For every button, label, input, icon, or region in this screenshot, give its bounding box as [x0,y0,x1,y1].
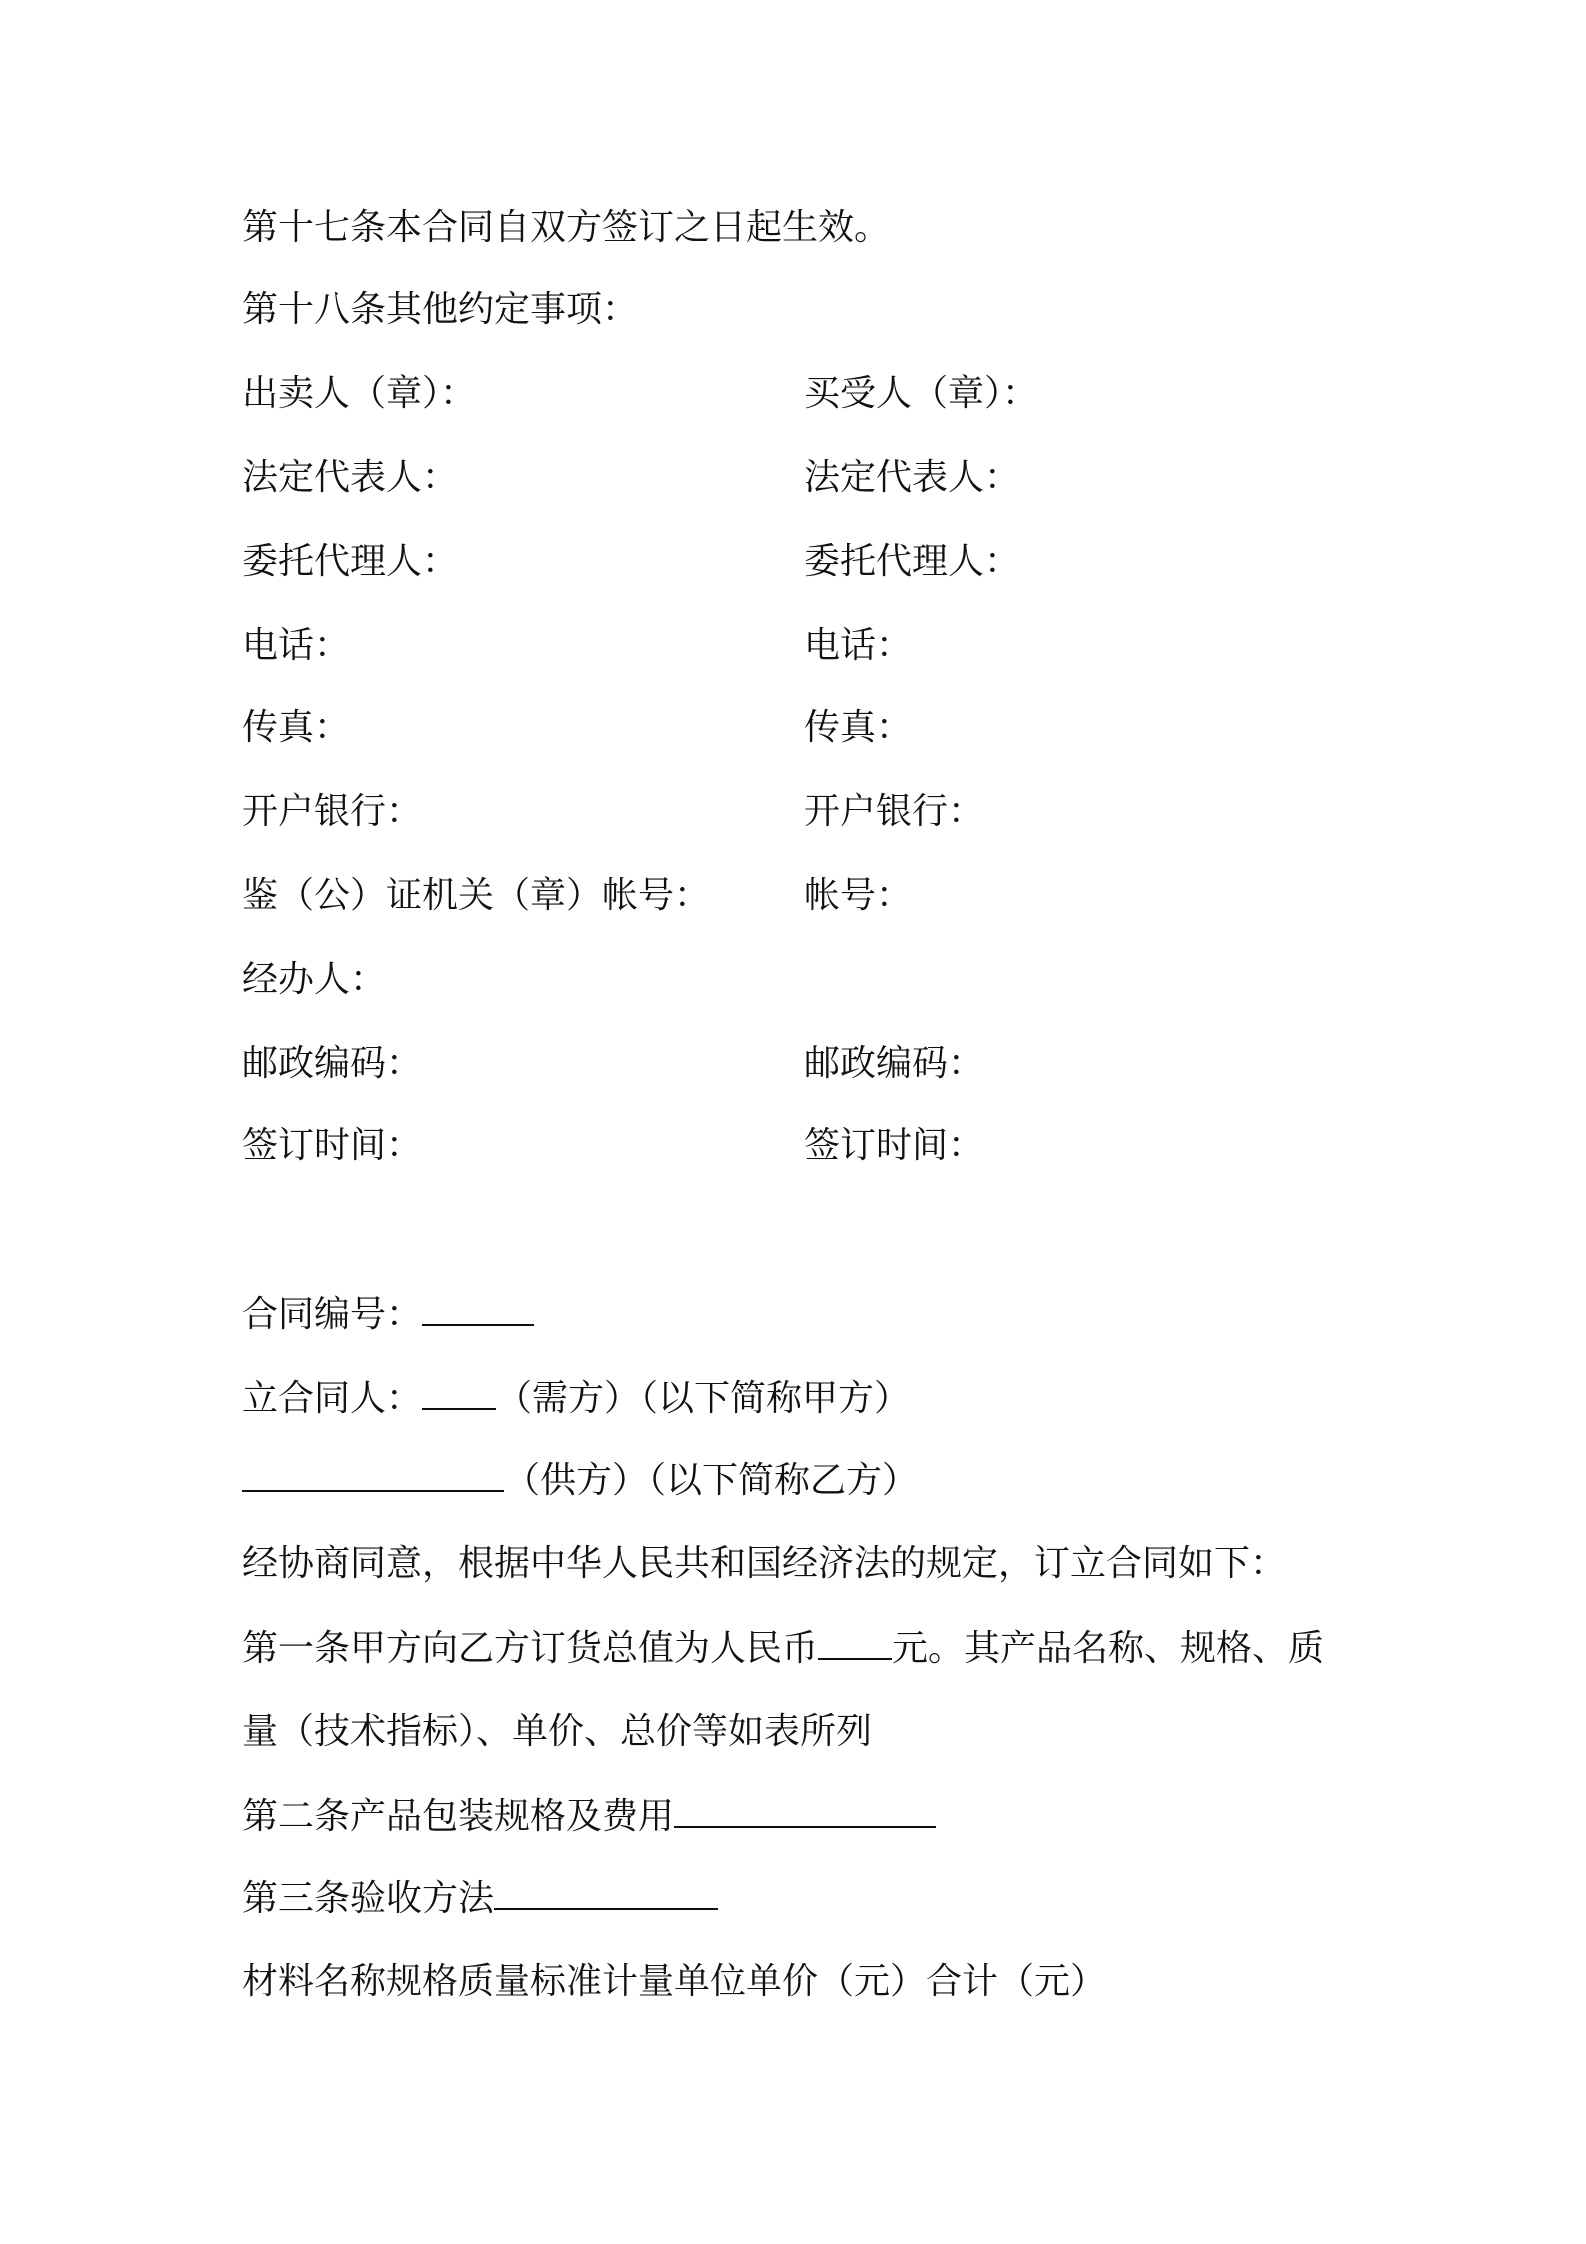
article-3-text: 第三条验收方法 [242,1878,495,1919]
buyer-legal-rep-label: 法定代表人： [804,457,1021,498]
party-b-line [242,1456,918,1505]
article-3 [242,1874,718,1923]
party-b-suffix: （供方）（以下简称乙方） [504,1460,919,1501]
seller-phone-label: 电话： [242,625,351,666]
seller-postcode-label: 邮政编码： [242,1043,423,1084]
contract-number [242,1290,534,1339]
article-2 [242,1792,936,1841]
article-2-blank [674,1792,936,1828]
buyer-account-label: 帐号： [804,875,913,916]
contract-number-label: 合同编号： [242,1294,423,1335]
seller-bank-label: 开户银行： [242,791,423,832]
article-3-blank [494,1874,718,1910]
article-1 [242,1624,1324,1673]
seller-agent-label: 委托代理人： [242,541,459,582]
seller-seal-label: 出卖人（章）： [242,373,477,414]
article-1-line2: 量（技术指标）、单价、总价等如表所列 [242,1711,873,1752]
party-a-blank [422,1374,496,1410]
article-18: 第十八条其他约定事项： [242,289,639,330]
article-2-text: 第二条产品包装规格及费用 [242,1796,675,1837]
handler-label: 经办人： [242,959,387,1000]
article-1-part1: 第一条甲方向乙方订货总值为人民币 [242,1628,819,1669]
seller-legal-rep-label: 法定代表人： [242,457,459,498]
notary-account-label: 鉴（公）证机关（章）帐号： [242,875,711,916]
seller-sign-date-label: 签订时间： [242,1125,423,1166]
buyer-phone-label: 电话： [804,625,913,666]
seller-fax-label: 传真： [242,707,351,748]
table-header: 材料名称规格质量标准计量单位单价（元）合计（元） [242,1961,1107,2002]
preamble: 经协商同意，根据中华人民共和国经济法的规定，订立合同如下： [242,1543,1287,1584]
article-17: 第十七条本合同自双方签订之日起生效。 [242,207,891,248]
buyer-fax-label: 传真： [804,707,913,748]
party-a-line [242,1374,910,1423]
contract-number-blank [422,1290,534,1326]
buyer-agent-label: 委托代理人： [804,541,1021,582]
article-1-amount-blank [818,1624,892,1660]
party-a-suffix: （需方）（以下简称甲方） [496,1378,911,1419]
buyer-postcode-label: 邮政编码： [804,1043,985,1084]
buyer-bank-label: 开户银行： [804,791,985,832]
party-b-blank [242,1456,504,1492]
buyer-sign-date-label: 签订时间： [804,1125,985,1166]
party-label: 立合同人： [242,1378,423,1419]
article-1-part2: 元。其产品名称、规格、质 [892,1628,1325,1669]
buyer-seal-label: 买受人（章）： [804,373,1039,414]
